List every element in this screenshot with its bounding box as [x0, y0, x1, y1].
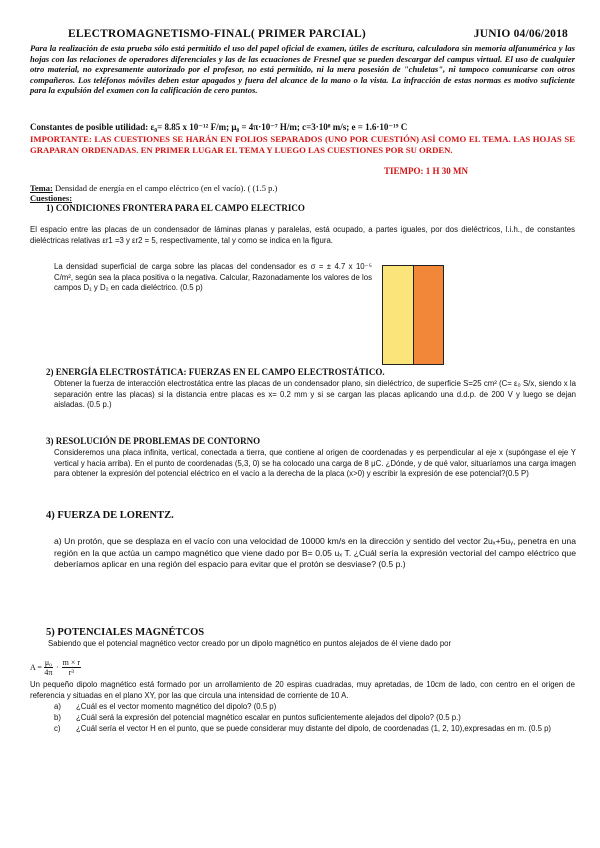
q1-paragraph-1: El espacio entre las placas de un condensador de láminas planas y paralelas, está ocupado, a partes iguales, por dos dieléctricos, l.i.h., de constantes dieléctricas relativas εr1 =3 y εr2 = 5, respectivamente, tal y como se indica en la figura.: [30, 225, 575, 245]
tema-text: Densidad de energía en el campo eléctrico (en el vacío). ( (1.5 p.): [52, 183, 278, 193]
q5-item-c: c) ¿Cuál sería el vector H en el punto, que se puede considerar muy distante del dipolo, de coordenadas (1, 2, 10),expresadas en m. (0.5 p): [54, 724, 552, 733]
dielectric-2: [414, 266, 444, 364]
time-limit: TIEMPO: 1 H 30 MN: [384, 166, 468, 176]
q1-heading: 1) CONDICIONES FRONTERA PARA EL CAMPO ELECTRICO: [46, 203, 305, 213]
q5-intro: Sabiendo que el potencial magnético vector creado por un dipolo magnético en puntos alejados de él viene dado por: [48, 639, 452, 648]
q4-paragraph-1: a) Un protón, que se desplaza en el vacío con una velocidad de 10000 km/s en la dirección y sentido del vector 2uₓ+5uᵧ, penetra en una región en la que actúa un campo magnético que viene dado por B= 0.05 uₓ T. ¿Cuál sería la expresión vectorial del campo eléctrico que deberíamos aplicar en una región del espacio para evitar que el protón se desviase? (0.5 p.): [54, 536, 576, 569]
q3-heading: 3) RESOLUCIÓN DE PROBLEMAS DE CONTORNO: [46, 436, 261, 446]
q3-paragraph-1: Consideremos una placa infinita, vertical, conectada a tierra, que contiene al origen de coordenadas y es perpendicular al eje x (supóngase el eje Y vertical y hacia arriba). En el punto de coordenadas (5,3, 0) se ha colocado una carga de 8 μC. ¿Dónde, y de qué valor, situaríamos una carga imagen para obtener la expresión del potencial eléctrico en el vacío a la derecha de la placa (x>0) y escribir la expresión de ese potencial?(0.5 P): [54, 448, 576, 479]
exam-instructions: Para la realización de esta prueba sólo está permitido el uso del papel oficial de examen, útiles de escritura, calculadora sin memoria alfanumérica y las hojas con las relaciones de operadores diferenciales y las de las ecuaciones de Fresnel que se pueden descargar del campus virtual. El uso de cualquier otro material, no expresamente autorizado por el profesor, no está permitido, ni la mera posesión de "chuletas", ni tampoco comunicarse con otros compañeros. Los teléfonos móviles deben estar apagados y fuera del alcance de la mano o la vista. La infracción de estas normas es motivo suficiente para la expulsión del examen con la calificación de cero puntos.: [30, 43, 575, 96]
tema-line: [30, 183, 277, 193]
constants-line: Constantes de posible utilidad: ε₀= 8.85 x 10⁻¹² F/m; μ₀ = 4π·10⁻⁷ H/m; c=3·10⁸ m/s; e = 1.6·10⁻¹⁹ C: [30, 122, 408, 132]
q5-item-a: a) ¿Cuál es el vector momento magnético del dipolo? (0.5 p): [54, 702, 277, 711]
q4-heading: 4) FUERZA DE LORENTZ.: [46, 510, 174, 521]
q5-heading: 5) POTENCIALES MAGNÉTCOS: [46, 627, 205, 638]
q1-paragraph-2: La densidad superficial de carga sobre las placas del condensador es σ = ± 4.7 x 10⁻⁵ C/m², según sea la placa positiva o la negativa. Calcular, Razonadamente los valores de los campos D₁ y D₂ en cada dieléctrico. (0.5 p): [54, 262, 372, 293]
q5-item-b: b) ¿Cuál será la expresión del potencial magnético escalar en puntos suficientemente alejados del dipolo? (0.5 p.): [54, 713, 461, 722]
capacitor-figure: [382, 265, 444, 365]
exam-header: [68, 28, 568, 40]
tema-label: Tema:: [30, 183, 53, 193]
q5-paragraph-1: Un pequeño dipolo magnético está formado por un arrollamiento de 20 espiras cuadradas, muy apretadas, de 10cm de lado, con centro en el origen de referencia y situadas en el plano XY, por las que circula una intensidad de corriente de 10 A.: [30, 680, 575, 700]
cuestiones-label: Cuestiones:: [30, 193, 73, 203]
dipole-formula: A = $\frac{\text{μ₀}}{4\pi}$ · m × r r³: [30, 657, 81, 677]
exam-date: JUNIO 04/06/2018: [473, 28, 568, 40]
exam-title: ELECTROMAGNETISMO-FINAL( PRIMER PARCIAL): [68, 28, 366, 40]
q2-paragraph-1: Obtener la fuerza de interacción electrostática entre las placas de un condensador plano, sin dieléctrico, de superficie S=25 cm² (C= ε₀ S/x, siendo x la separación entre las placas) si la distancia entre placas es x= 0.2 mm y si se cargan las placas aplicando una d.d.p. de 200 V y luego se dejan aisladas. (0.5 p.): [54, 379, 576, 410]
dielectric-1: [383, 266, 414, 364]
q2-heading: 2) ENERGÍA ELECTROSTÁTICA: FUERZAS EN EL CAMPO ELECTROSTÁTICO.: [46, 367, 385, 377]
important-notice: IMPORTANTE: LAS CUESTIONES SE HARÁN EN FOLIOS SEPARADOS (UNO POR CUESTIÓN) ASÍ COMO EL TEMA. LAS HOJAS SE GRAPARAN ORDENADAS. EN PRIMER LUGAR EL TEMA Y LUEGO LAS CUESTIONES POR SU ORDEN.: [30, 134, 575, 155]
